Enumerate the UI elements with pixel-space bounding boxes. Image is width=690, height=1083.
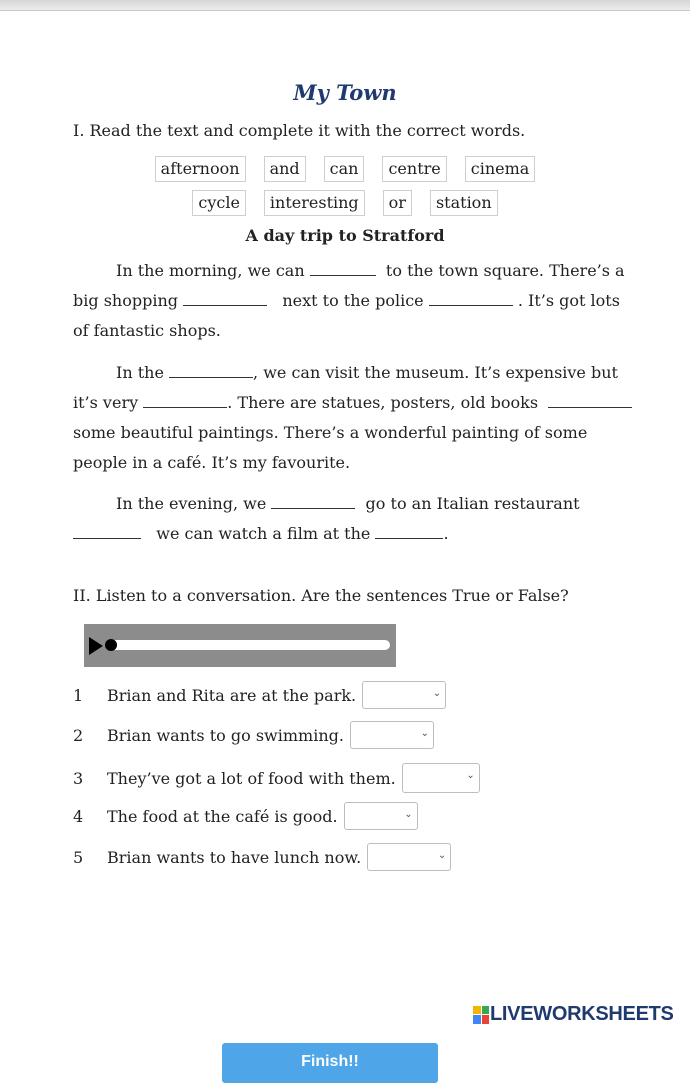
gap-input-7[interactable] (271, 494, 355, 509)
audio-player (84, 624, 396, 667)
question-row (73, 843, 451, 871)
play-icon[interactable] (89, 637, 103, 655)
paragraph-3 (73, 489, 643, 549)
gap-input-3[interactable] (429, 291, 513, 306)
chevron-down-icon: ⌄ (466, 770, 475, 781)
true-false-select[interactable] (367, 843, 451, 871)
true-false-select[interactable] (402, 763, 480, 793)
text-segment: go to an Italian restaurant (365, 494, 580, 513)
word-bank-item: station (430, 190, 498, 216)
browser-top-bar (0, 0, 690, 11)
brand-name: LIVEWORKSHEETS (490, 1003, 674, 1025)
gap-input-5[interactable] (143, 393, 227, 408)
word-bank-item: afternoon (155, 156, 246, 182)
true-false-select[interactable] (350, 721, 434, 749)
gap-input-4[interactable] (169, 363, 253, 378)
gap-input-8[interactable] (73, 524, 141, 539)
section2-instruction: II. Listen to a conversation. Are the sentences True or False? (73, 586, 569, 605)
question-row (73, 721, 434, 749)
question-number: 4 (73, 806, 84, 826)
question-text: They’ve got a lot of food with them. (107, 768, 396, 788)
liveworksheets-logo-icon (473, 1006, 489, 1024)
text-title: A day trip to Stratford (245, 226, 445, 245)
word-bank-item: cinema (465, 156, 536, 182)
question-number: 1 (73, 685, 84, 705)
word-bank-row-1 (0, 156, 690, 182)
question-text: Brian wants to go swimming. (107, 725, 344, 745)
text-segment: big shopping (73, 291, 178, 310)
question-row (73, 802, 418, 830)
liveworksheets-logo (473, 1003, 674, 1026)
text-segment: In the evening, we (116, 494, 267, 513)
true-false-select[interactable] (362, 681, 446, 709)
chevron-down-icon: ⌄ (404, 809, 413, 820)
section1-instruction: I. Read the text and complete it with the correct words. (73, 121, 526, 140)
question-row (73, 681, 446, 709)
text-segment: of fantastic shops. (73, 321, 221, 340)
gap-input-1[interactable] (310, 261, 376, 276)
text-segment: , we can visit the museum. It’s expensive but (253, 363, 618, 382)
word-bank-item: interesting (264, 190, 365, 216)
true-false-select[interactable] (344, 802, 418, 830)
page-title: My Town (293, 80, 397, 105)
audio-progress-handle[interactable] (105, 639, 117, 651)
question-number: 5 (73, 847, 84, 867)
text-segment: . There are statues, posters, old books (227, 393, 539, 412)
gap-input-9[interactable] (375, 524, 443, 539)
finish-button[interactable]: Finish!! (222, 1043, 438, 1083)
paragraph-1 (73, 256, 643, 346)
word-bank-item: centre (382, 156, 446, 182)
word-bank-item: and (264, 156, 306, 182)
gap-input-6[interactable] (548, 393, 632, 408)
audio-progress-track[interactable] (106, 640, 390, 650)
question-row (73, 764, 480, 792)
question-text: The food at the café is good. (107, 806, 338, 826)
text-segment: In the morning, we can (116, 261, 305, 280)
word-bank-item: can (324, 156, 365, 182)
text-segment: to the town square. There’s a (385, 261, 625, 280)
chevron-down-icon: ⌄ (432, 688, 442, 699)
word-bank-item: cycle (192, 190, 246, 216)
text-segment: next to the police (282, 291, 424, 310)
question-text: Brian and Rita are at the park. (107, 685, 357, 705)
question-number: 2 (73, 725, 84, 745)
question-text: Brian wants to have lunch now. (107, 847, 362, 867)
text-segment: . (443, 524, 449, 543)
text-segment: In the (116, 363, 164, 382)
text-segment: . It’s got lots (517, 291, 620, 310)
paragraph-2 (73, 358, 643, 478)
gap-input-2[interactable] (183, 291, 267, 306)
text-segment: we can watch a film at the (156, 524, 371, 543)
chevron-down-icon: ⌄ (437, 850, 447, 861)
question-number: 3 (73, 768, 84, 788)
chevron-down-icon: ⌄ (420, 728, 429, 739)
text-segment: some beautiful paintings. There’s a wonderful painting of some (73, 423, 588, 442)
word-bank-item: or (383, 190, 412, 216)
text-segment: people in a café. It’s my favourite. (73, 453, 351, 472)
text-segment: it’s very (73, 393, 139, 412)
word-bank-row-2 (0, 190, 690, 216)
